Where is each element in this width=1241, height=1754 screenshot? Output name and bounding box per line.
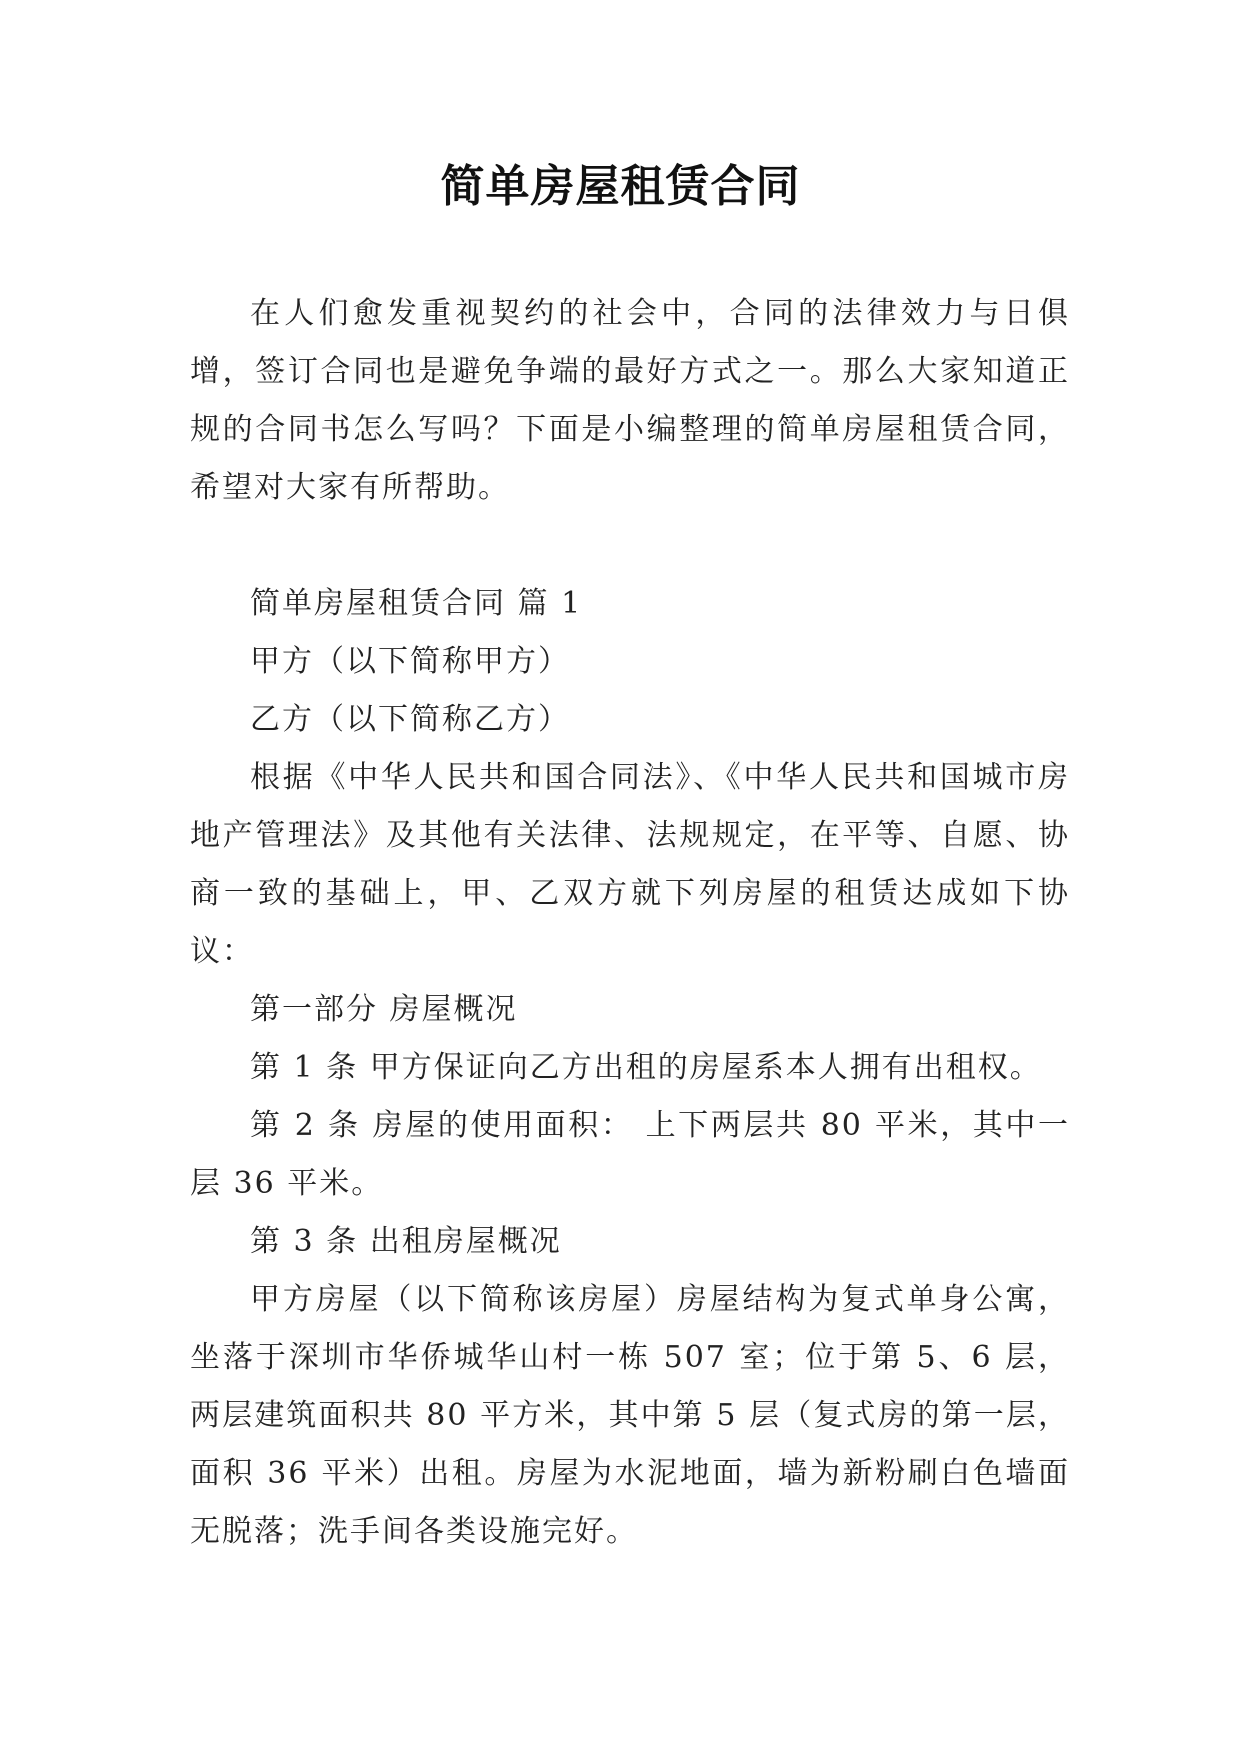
legal-basis-paragraph: 根据《中华人民共和国合同法》、《中华人民共和国城市房地产管理法》及其他有关法律、法规规定，在平等、自愿、协商一致的基础上，甲、乙双方就下列房屋的租赁达成如下协议： <box>190 760 1070 969</box>
intro-paragraph: 在人们愈发重视契约的社会中，合同的法律效力与日俱增，签订合同也是避免争端的最好方式之一。那么大家知道正规的合同书怎么写吗？下面是小编整理的简单房屋租赁合同，希望对大家有所帮助。 <box>190 296 1070 505</box>
property-description: 甲方房屋（以下简称该房屋）房屋结构为复式单身公寓，坐落于深圳市华侨城华山村一栋 507 室；位于第 5、6 层，两层建筑面积共 80 平方米，其中第 5 层（复式房的第一层，面积 36 平米）出租。房屋为水泥地面，墙为新粉刷白色墙面无脱落；洗手间各类设施完好。 <box>190 1282 1070 1549</box>
section-heading: 简单房屋租赁合同 篇 1 <box>250 586 583 621</box>
article-3-heading: 第 3 条 出租房屋概况 <box>250 1224 562 1259</box>
party-b-line: 乙方（以下简称乙方） <box>250 702 570 737</box>
article-1: 第 1 条 甲方保证向乙方出租的房屋系本人拥有出租权。 <box>250 1050 1042 1085</box>
document-body <box>190 285 1070 1561</box>
party-a-line: 甲方（以下简称甲方） <box>250 644 570 679</box>
document-title: 简单房屋租赁合同 <box>440 161 801 212</box>
article-2: 第 2 条 房屋的使用面积： 上下两层共 80 平米，其中一层 36 平米。 <box>190 1108 1070 1201</box>
part-one-heading: 第一部分 房屋概况 <box>250 992 518 1027</box>
